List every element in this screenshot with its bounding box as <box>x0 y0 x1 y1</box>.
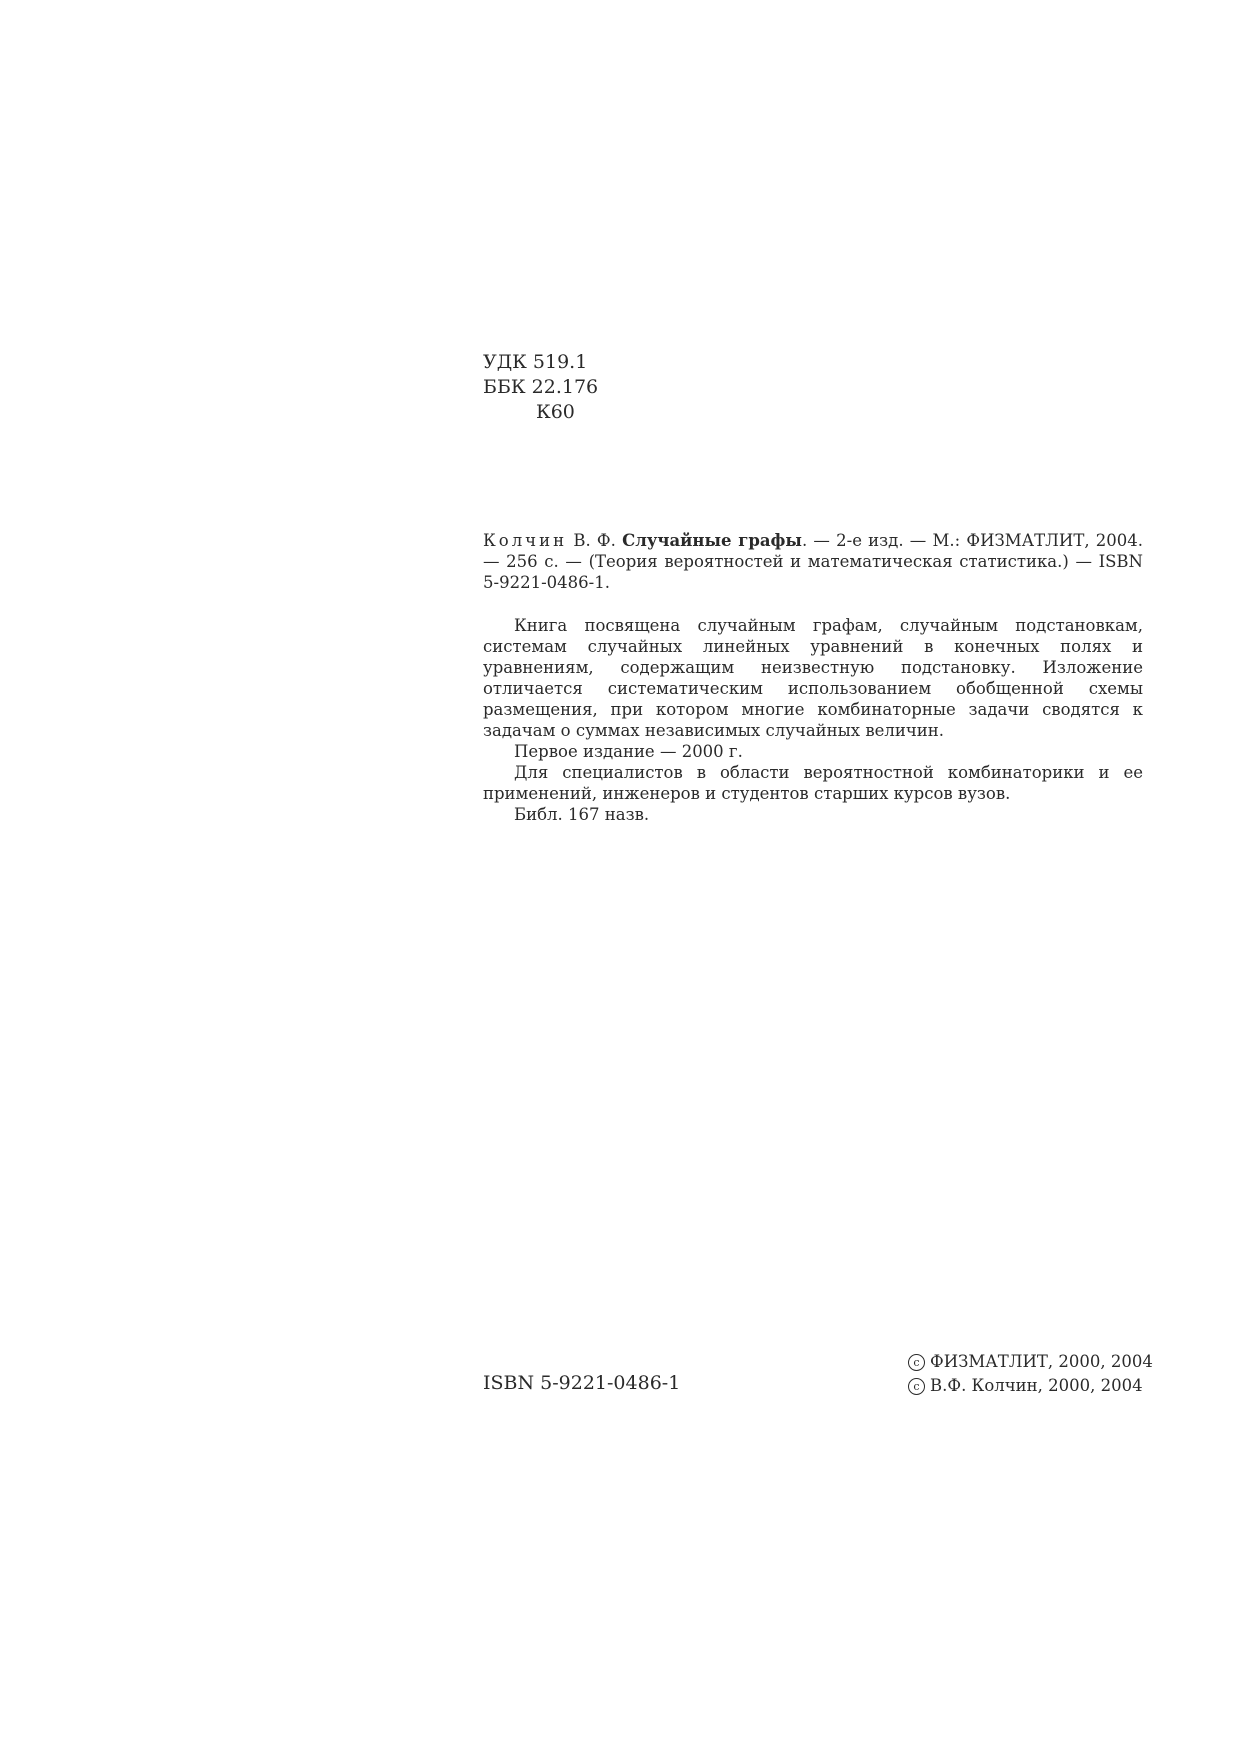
copyright-icon: c <box>908 1354 925 1371</box>
udk-code: УДК 519.1 <box>483 351 588 373</box>
audience-note: Для специалистов в области вероятностной комбинаторики и ее применений, инженеров и студентов старших курсов вузов. <box>483 763 1143 803</box>
bibliographic-record <box>483 530 1143 593</box>
isbn: ISBN 5-9221-0486-1 <box>483 1372 681 1394</box>
copyright-notice <box>908 1350 1153 1398</box>
copyright-author-text: В.Ф. Колчин, 2000, 2004 <box>930 1376 1143 1395</box>
author-mark: К60 <box>536 401 575 423</box>
edition-note: Первое издание — 2000 г. <box>514 742 743 761</box>
classification-codes <box>483 350 598 425</box>
abstract <box>483 615 1143 825</box>
copyright-publisher <box>908 1350 1153 1374</box>
bbk-code: ББК 22.176 <box>483 376 599 398</box>
bibliography-count: Библ. 167 назв. <box>514 805 650 824</box>
copyright-publisher-text: ФИЗМАТЛИТ, 2000, 2004 <box>930 1352 1153 1371</box>
book-title: Случайные графы <box>622 531 802 550</box>
copyright-icon: c <box>908 1378 925 1395</box>
copyright-author <box>908 1374 1153 1398</box>
author-initials: В. Ф. <box>573 531 616 550</box>
author-surname: Колчин <box>483 531 568 550</box>
bibliographic-details: . — 2-е изд. — М.: ФИЗМАТЛИТ, 2004. — 256 с. — (Теория вероятностей и математическая статистика.) — ISBN 5-9221-0486-1. <box>483 531 1144 592</box>
abstract-paragraph: Книга посвящена случайным графам, случайным подстановкам, системам случайных линейных уравнений в конечных полях и уравнениям, содержащим неизвестную подстановку. Изложение отличается систематическим использованием обобщенной схемы размещения, при котором многие комбинаторные задачи сводятся к задачам о суммах независимых случайных величин. <box>483 616 1143 740</box>
